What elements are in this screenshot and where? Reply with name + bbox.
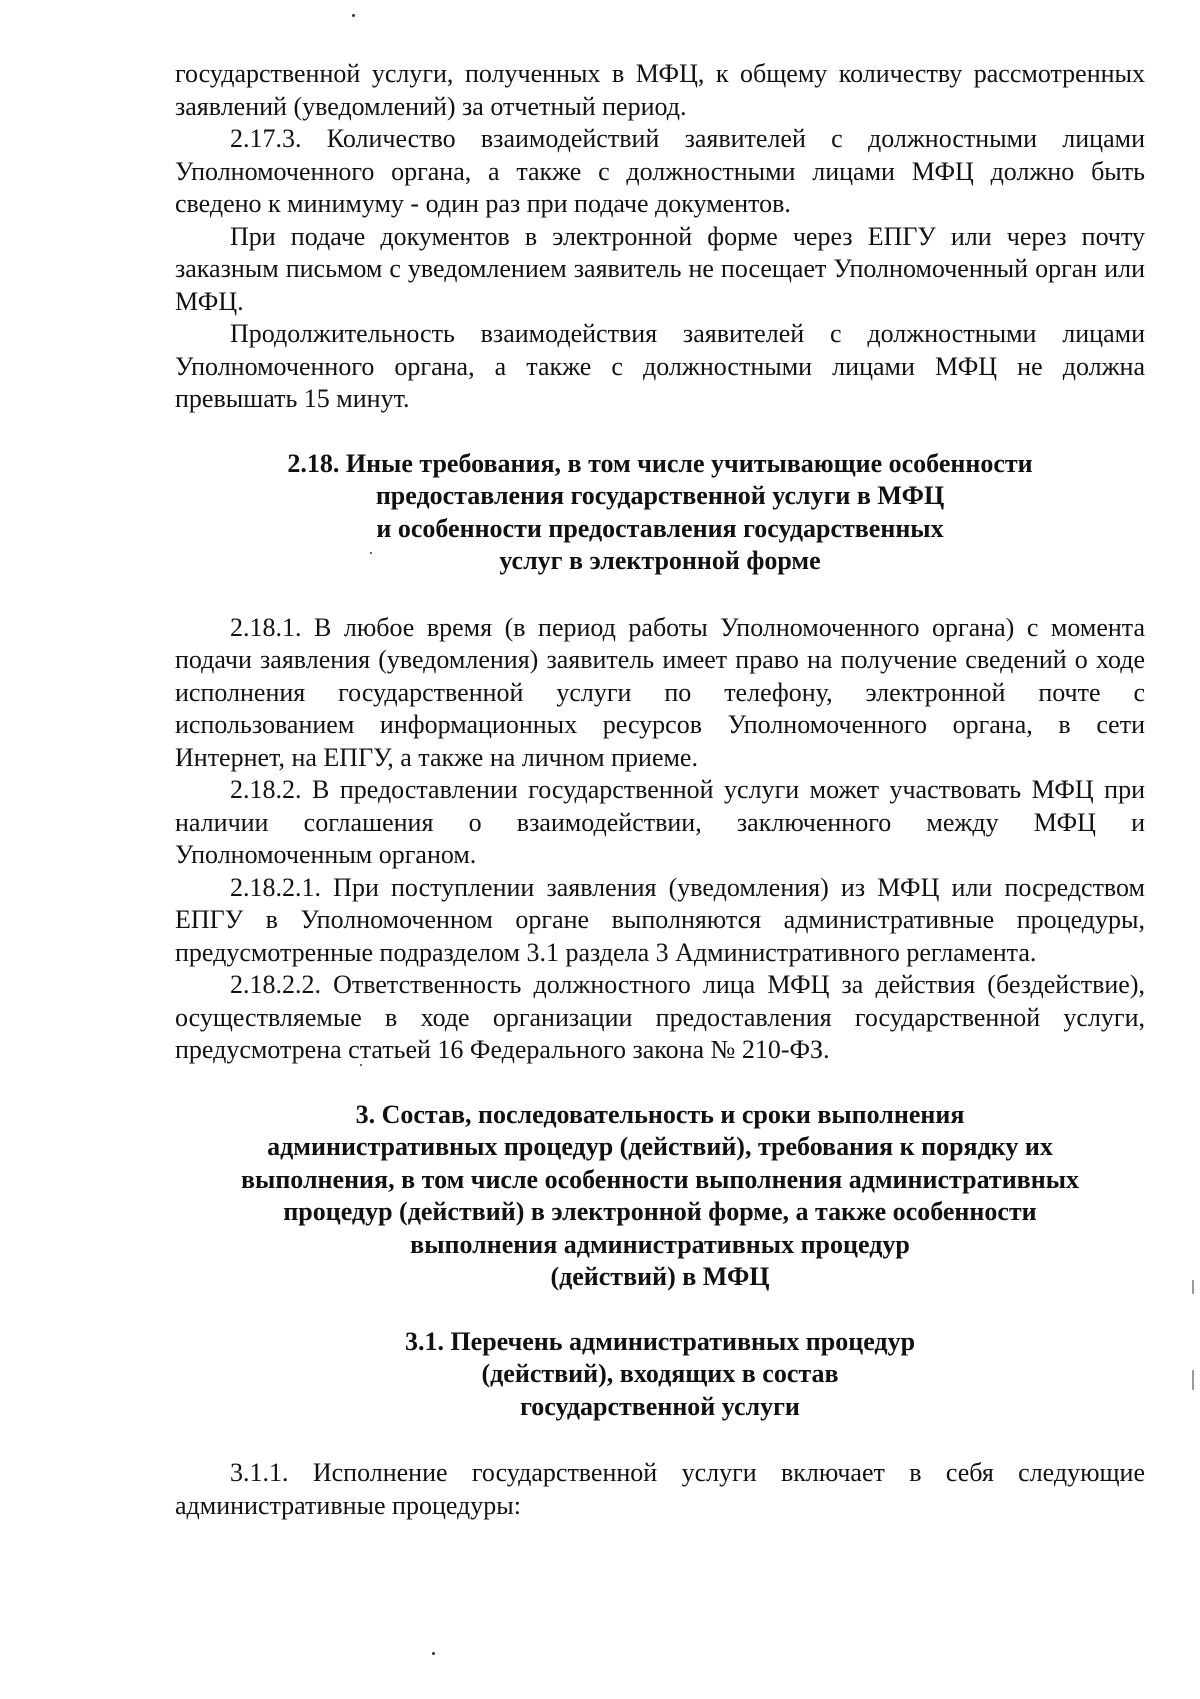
heading-line: процедур (действий) в электронной форме, а также особенности [283,1197,1037,1226]
paragraph-continuation: государственной услуги, полученных в МФЦ, к общему количеству рассмотренных заявлений (уведомлений) за отчетный период. [175,59,1145,121]
paragraph-2-18-1: 2.18.1. В любое время (в период работы Уполномоченного органа) с момента подачи заявления (уведомления) заявитель имеет право на получение сведений о ходе исполнения государственной услуги по телефону, электронной почте с использованием информационных ресурсов Уполномоченного органа, в сети Интернет, на ЕПГУ, а также на личном приеме. [175,612,1145,772]
heading-line: государственной услуги [520,1391,800,1421]
section-heading-3 [175,1099,1145,1294]
heading-line: и особенности предоставления государственных [376,513,944,543]
heading-line: административных процедур (действий), требования к порядку их [267,1132,1053,1161]
heading-line: 2.18. Иные требования, в том числе учитывающие особенности [287,448,1033,478]
section-heading-3-1 [175,1326,1145,1424]
paragraph-electronic-submission: При подаче документов в электронной форме через ЕПГУ или через почту заказным письмом с уведомлением заявитель не посещает Уполномоченный орган или МФЦ. [175,221,1145,316]
heading-line: 3. Состав, последовательность и сроки выполнения [355,1099,965,1129]
paragraph-2-18-2: 2.18.2. В предоставлении государственной услуги может участвовать МФЦ при наличии соглашения о взаимодействии, заключенного между МФЦ и Уполномоченным органом. [175,775,1145,869]
heading-line: выполнения административных процедур [410,1229,910,1259]
scan-edge-mark [1192,1370,1194,1390]
heading-line: (действий) в МФЦ [550,1262,770,1291]
heading-line: предоставления государственной услуги в МФЦ [375,481,945,510]
paragraph-2-18-2-2: 2.18.2.2. Ответственность должностного лица МФЦ за действия (бездействие), осуществляемые в ходе организации предоставления государственной услуги, предусмотрена статьей 16 Федерального закона № 210-ФЗ. [175,970,1145,1064]
paragraph-3-1-1: 3.1.1. Исполнение государственной услуги включает в себя следующие административные процедуры: [175,1458,1145,1520]
paragraph-2-17-3: 2.17.3. Количество взаимодействий заявителей с должностными лицами Уполномоченного органа, а также с должностными лицами МФЦ должно быть сведено к минимуму - один раз при подаче документов. [175,124,1145,218]
scan-speck [352,14,355,17]
heading-line: выполнения, в том числе особенности выполнения административных [240,1164,1079,1194]
paragraph-2-18-2-1: 2.18.2.1. При поступлении заявления (уведомления) из МФЦ или посредством ЕПГУ в Уполномоченном органе выполняются административные процедуры, предусмотренные подразделом 3.1 раздела 3 Административного регламента. [175,872,1145,967]
scan-edge-mark [1192,1280,1194,1294]
heading-line: услуг в электронной форме [499,546,821,575]
heading-line: (действий), входящих в состав [481,1359,839,1388]
heading-line: 3.1. Перечень административных процедур [404,1326,916,1356]
scan-speck [432,1652,435,1655]
section-heading-2-18 [175,448,1145,578]
paragraph-duration: Продолжительность взаимодействия заявителей с должностными лицами Уполномоченного органа, а также с должностными лицами МФЦ не должна превышать 15 минут. [175,319,1145,413]
document-body [175,58,1145,1522]
